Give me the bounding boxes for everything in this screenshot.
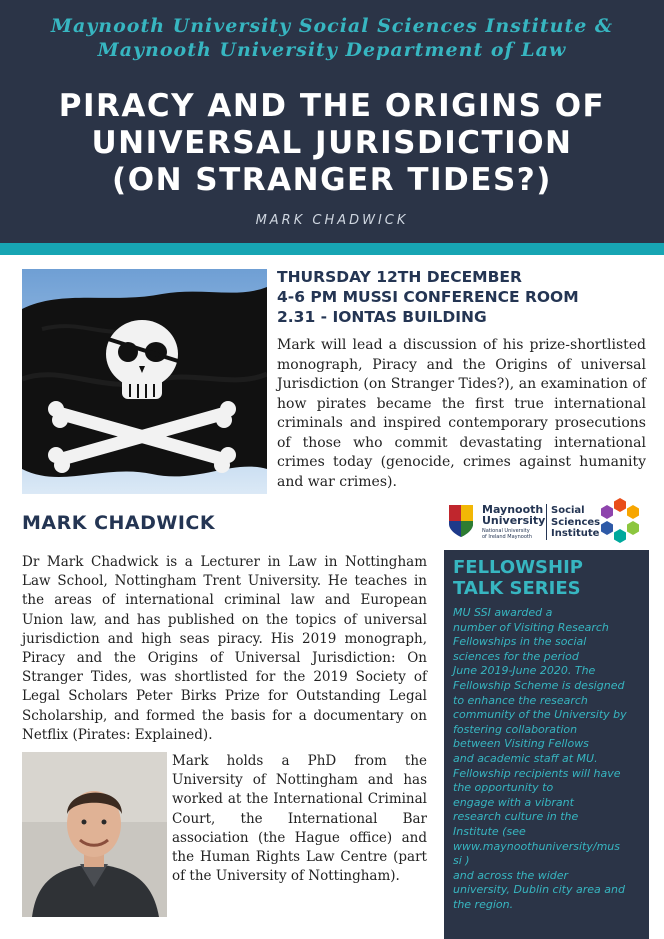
fellowship-text-line: Fellowships in the social: [453, 635, 587, 649]
fellowship-text-line: Fellowship recipients will have: [453, 766, 621, 780]
institute-line-2: Maynooth University Department of Law: [97, 39, 567, 61]
university-logos: [444, 494, 649, 550]
fellowship-text-line: community of the University by: [453, 708, 627, 722]
fellowship-text-line: engage with a vibrant: [453, 795, 574, 809]
fellowship-text-line: MU SSI awarded a: [453, 606, 553, 619]
event-time-room: 4-6 PM MUSSI CONFERENCE ROOM: [277, 288, 579, 306]
event-title: [0, 88, 664, 199]
logo-sub-2: of Ireland Maynooth: [482, 534, 533, 540]
fellowship-text-line: si ): [453, 854, 470, 868]
fellowship-text-line: Institute (see: [453, 824, 526, 838]
title-line-3: (ON STRANGER TIDES?): [112, 162, 552, 198]
pirate-flag-image: [22, 269, 267, 494]
fellowship-text-line: fostering collaboration: [453, 722, 578, 736]
logo-university: University: [482, 514, 546, 527]
fellowship-text-line: and across the wider: [453, 868, 569, 882]
fellowship-text-line: research culture in the: [453, 810, 579, 824]
institute-line-1: Maynooth University Social Sciences Institute &: [50, 15, 614, 37]
fellowship-text-line: university, Dublin city area and: [453, 883, 625, 897]
fellowship-text-line: between Visiting Fellows: [453, 737, 589, 751]
fellowship-text-line: the region.: [453, 897, 514, 911]
maynooth-wordmark: [482, 504, 545, 526]
event-building: 2.31 - IONTAS BUILDING: [277, 308, 487, 326]
logo-divider: [546, 504, 547, 540]
teal-divider: [0, 243, 664, 255]
logo-sub-1: National University: [482, 528, 530, 534]
fellowship-text-line: www.maynoothuniversity/mus: [453, 839, 620, 853]
logo-ssi-3: Institute: [551, 528, 600, 539]
fellowship-text-line: Fellowship Scheme is designed: [453, 678, 625, 692]
fellowship-title: [453, 557, 643, 599]
fellowship-title-1: FELLOWSHIP: [453, 557, 583, 578]
fellowship-description: [453, 606, 643, 912]
bio-paragraph-1: Dr Mark Chadwick is a Lecturer in Law in Nottingham Law School, Nottingham Trent University. He teaches in the areas of international criminal law and European Union law, and has published on the topics of universal jurisdiction and high seas piracy. His 2019 monograph, Piracy and the Origins of Universal Jurisdiction: On Stranger Tides, was shortlisted for the 2019 Society of Legal Scholars Peter Birks Prize for Outstanding Legal Scholarship, and formed the basis for a documentary on Netflix (Pirates: Explained).: [22, 554, 427, 743]
speaker-name-header: MARK CHADWICK: [255, 213, 409, 228]
logo-ssi-1: Social: [551, 505, 585, 516]
event-details: [277, 267, 657, 327]
maynooth-crest-icon: [448, 504, 474, 538]
event-description: Mark will lead a discussion of his prize-shortlisted monograph, Piracy and the Origins of universal Jurisdiction (on Stranger Tides?), an examination of how pirates became the first true international criminals and inspired contemporary prosecutions of those who commit devastating international crimes today (genocide, crimes against humanity and war crimes).: [277, 337, 646, 490]
bio-paragraph-2: Mark holds a PhD from the University of Nottingham and has worked at the International Criminal Court, the International Bar association (the Hague office) and the Human Rights Law Centre (part of the University of Nottingham).: [172, 753, 427, 885]
maynooth-subtitle: [482, 528, 532, 540]
speaker-photo: [22, 752, 167, 917]
ssi-hexagon-ring-icon: [594, 496, 646, 548]
bio-heading: MARK CHADWICK: [22, 512, 216, 534]
fellowship-text-line: to enhance the research: [453, 693, 588, 707]
fellowship-text-line: the opportunity to: [453, 781, 554, 795]
title-line-1: PIRACY AND THE ORIGINS OF: [58, 88, 606, 124]
logo-maynooth: Maynooth: [482, 503, 544, 516]
logo-ssi-2: Sciences: [551, 516, 601, 528]
title-line-2: UNIVERSAL JURISDICTION: [91, 125, 573, 161]
fellowship-title-2: TALK SERIES: [453, 578, 581, 599]
event-date: THURSDAY 12TH DECEMBER: [277, 268, 522, 286]
institute-names: [0, 14, 664, 62]
fellowship-text-line: June 2019-June 2020. The: [453, 664, 596, 678]
fellowship-text-line: number of Visiting Research: [453, 620, 609, 634]
ssi-wordmark: [551, 505, 600, 540]
fellowship-text-line: sciences for the period: [453, 649, 579, 663]
fellowship-text-line: and academic staff at MU.: [453, 751, 598, 765]
